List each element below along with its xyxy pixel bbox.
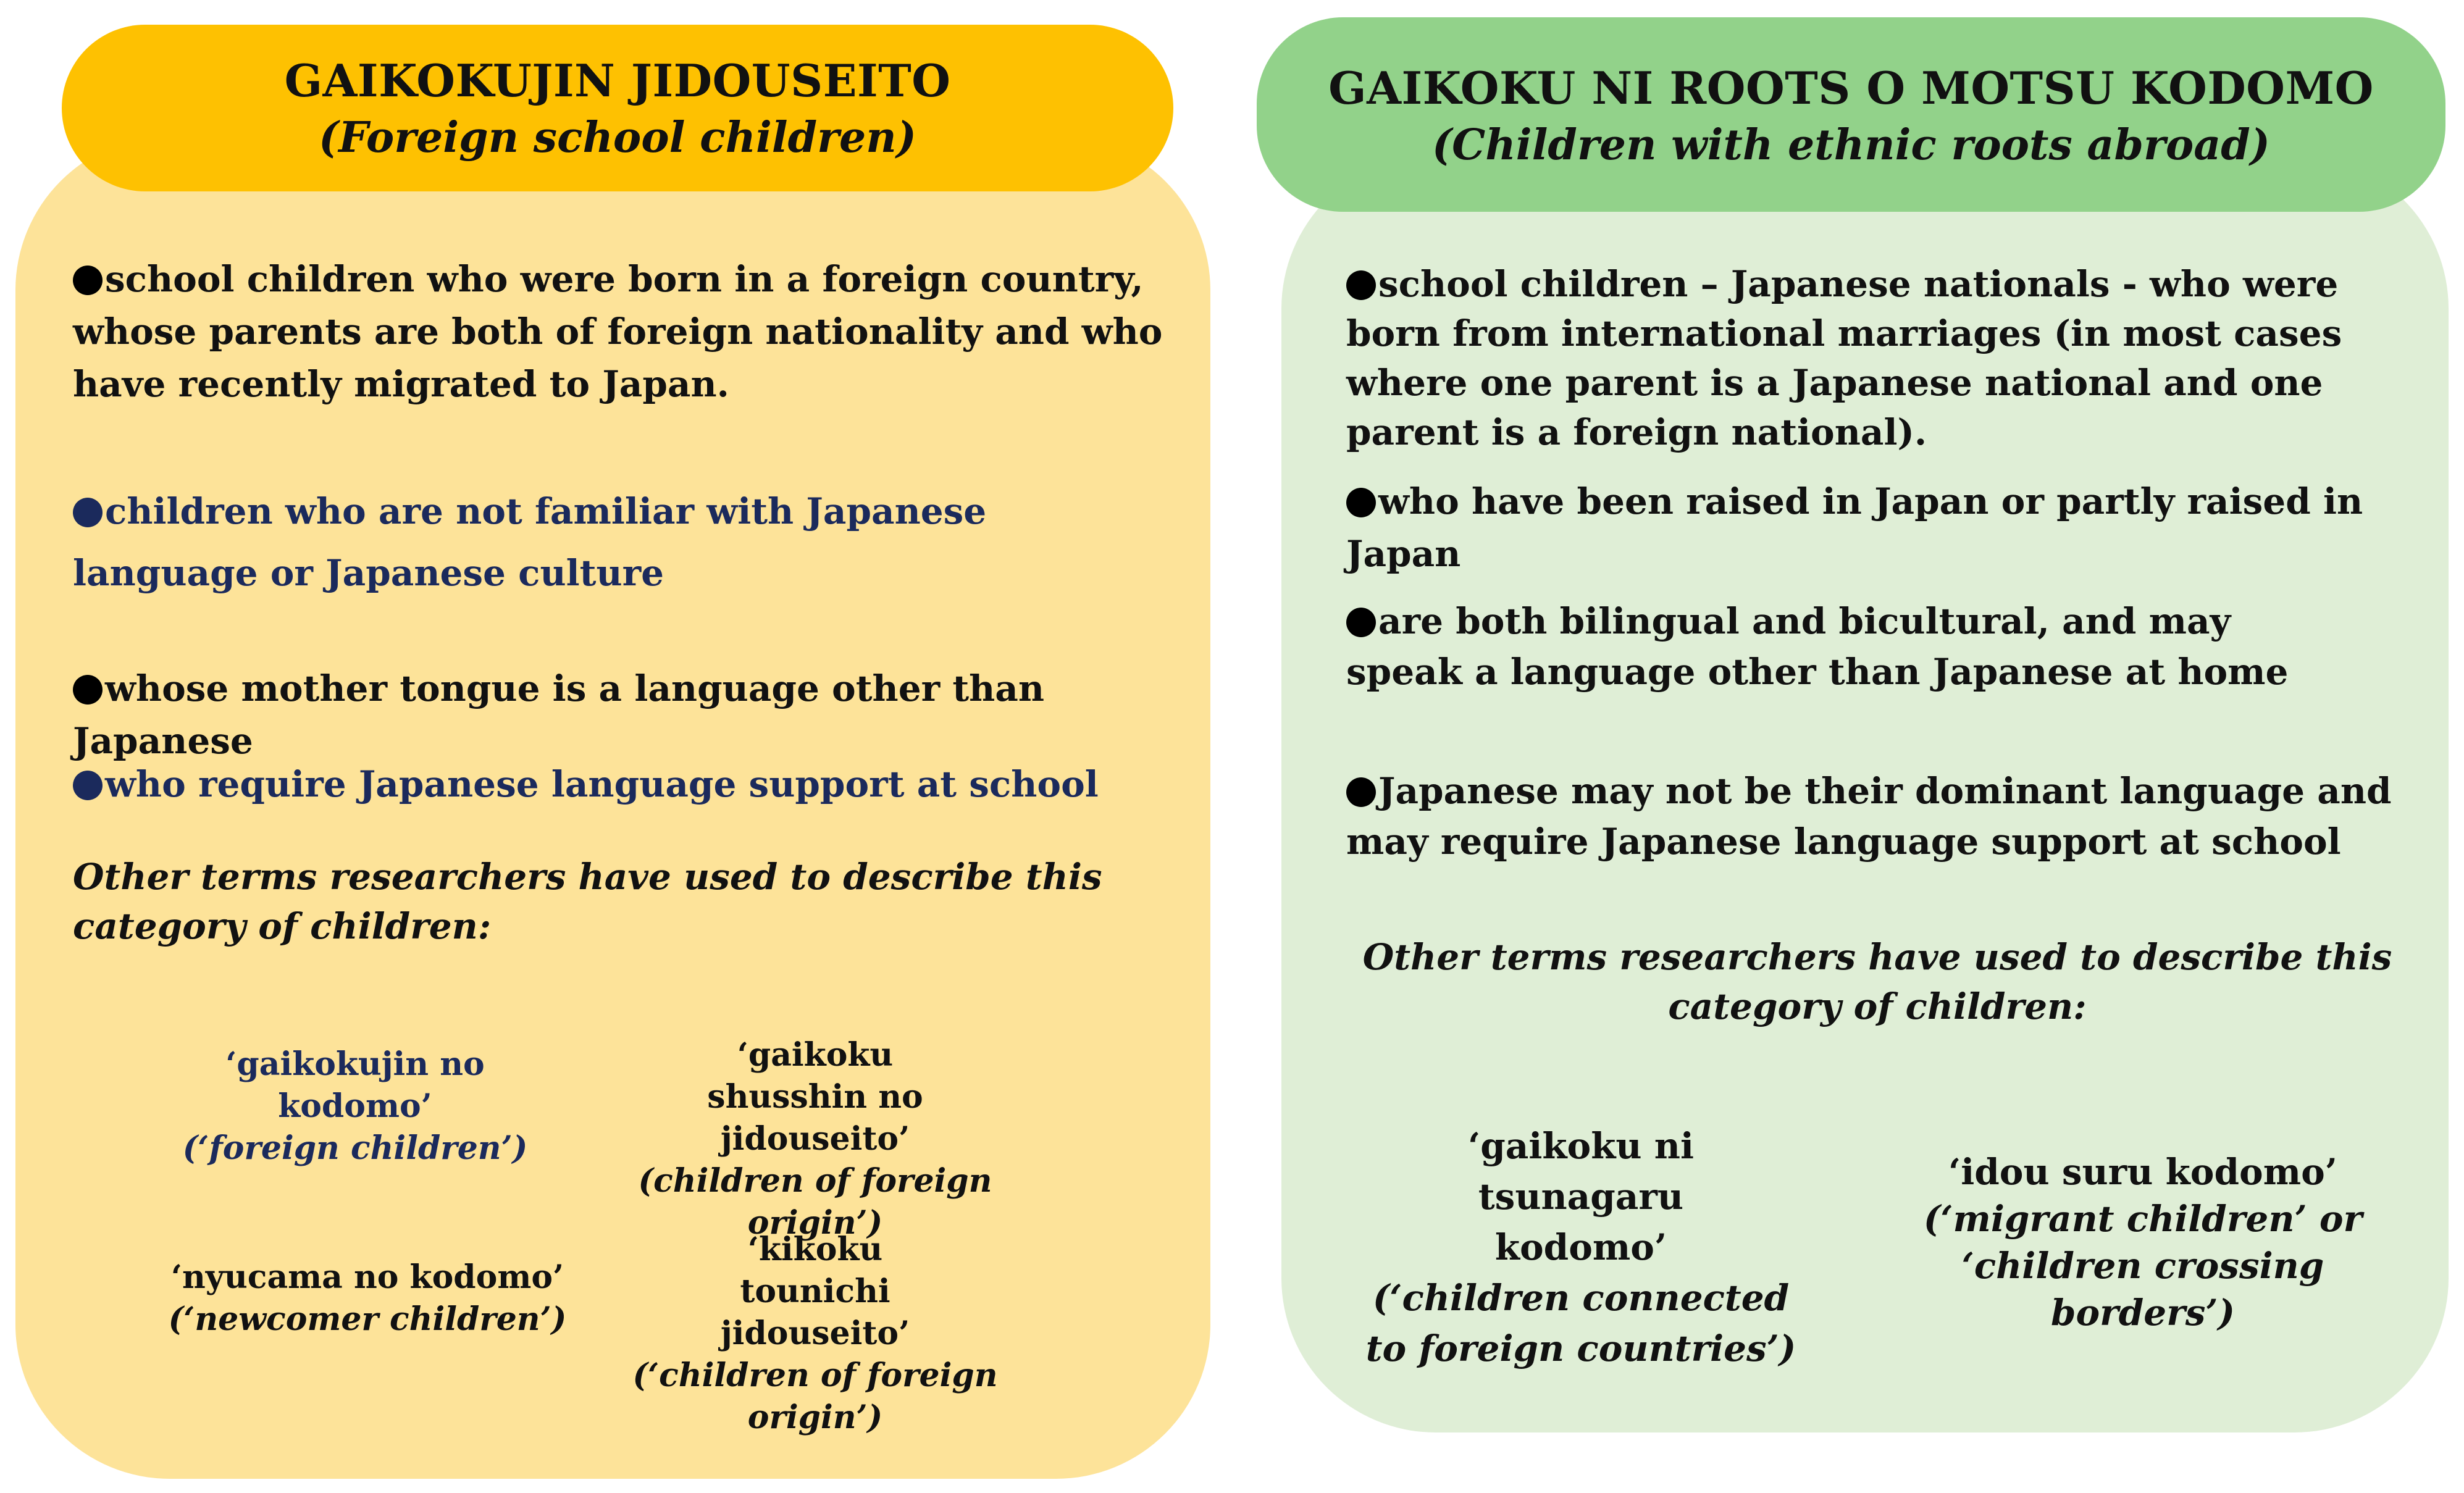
bullet-dot-icon bbox=[73, 498, 103, 527]
bullet-dot-icon bbox=[73, 771, 103, 800]
bullet-dot-icon bbox=[1346, 608, 1376, 637]
right-other-terms-label: Other terms researchers have used to describe this category of children: bbox=[1362, 936, 2392, 1027]
left-bullet-4: who require Japanese language support at school bbox=[73, 758, 1203, 811]
right-bullet-2: who have been raised in Japan or partly raised in Japan bbox=[1346, 480, 2363, 575]
left-bullet-3: whose mother tongue is a language other than Japanese bbox=[73, 667, 1045, 762]
right-bullet-1: school children – Japanese nationals - who were born from international marriages (in most cases where one parent is a Japanese national and one parent is a foreign national). bbox=[1346, 263, 2342, 453]
left-bullet-2: children who are not familiar with Japanese language or Japanese culture bbox=[73, 490, 987, 594]
bullet-dot-icon bbox=[1346, 270, 1376, 300]
left-panel-header bbox=[62, 25, 1173, 191]
right-panel-title: GAIKOKU NI ROOTS O MOTSU KODOMO bbox=[1328, 62, 2374, 114]
right-term-1: ‘gaikoku ni tsunagaru kodomo’ (‘children connected to foreign countries’) bbox=[1365, 1125, 1796, 1370]
right-bullet-3: are both bilingual and bicultural, and may speak a language other than Japanese at home bbox=[1346, 600, 2289, 693]
bullet-dot-icon bbox=[73, 675, 103, 705]
right-panel-subtitle: (Children with ethnic roots abroad) bbox=[1432, 120, 2270, 170]
bullet-dot-icon bbox=[1346, 488, 1376, 517]
left-panel-subtitle: (Foreign school children) bbox=[319, 113, 916, 162]
bullet-dot-icon bbox=[73, 266, 103, 295]
right-bullet-4: Japanese may not be their dominant language and may require Japanese language support at school bbox=[1346, 770, 2392, 863]
left-term-4: ‘kikoku tounichi jidouseito’ (‘children of foreign origin’) bbox=[632, 1231, 998, 1436]
left-term-1: ‘gaikokujin no kodomo’ (‘foreign children’) bbox=[182, 1045, 528, 1167]
left-panel-title: GAIKOKUJIN JIDOUSEITO bbox=[284, 54, 951, 107]
right-panel-header bbox=[1257, 17, 2445, 212]
left-bullet-1: school children who were born in a foreign country, whose parents are both of foreign nationality and who have recently migrated to Japan. bbox=[73, 258, 1163, 405]
left-term-3: ‘nyucama no kodomo’ (‘newcomer children’) bbox=[168, 1258, 567, 1338]
bullet-dot-icon bbox=[1346, 777, 1376, 807]
left-other-terms-label: Other terms researchers have used to describe this category of children: bbox=[73, 856, 1102, 947]
right-term-2: ‘idou suru kodomo’ (‘migrant children’ or ‘children crossing borders’) bbox=[1923, 1151, 2363, 1334]
left-term-2: ‘gaikoku shusshin no jidouseito’ (children of foreign origin’) bbox=[638, 1036, 992, 1242]
